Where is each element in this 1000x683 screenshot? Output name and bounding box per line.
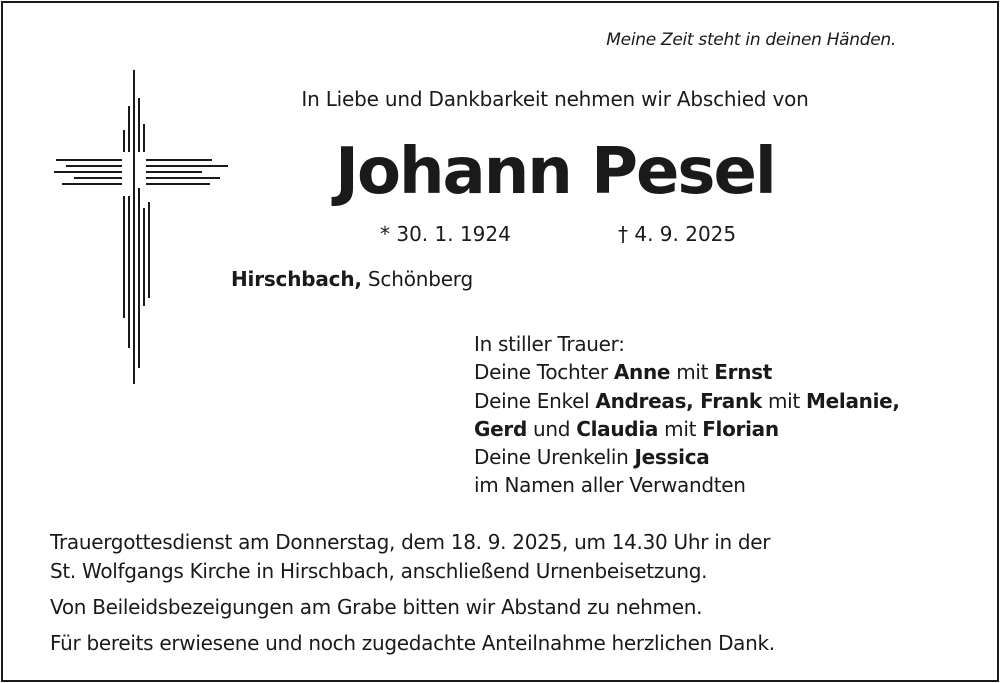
closing-block xyxy=(50,528,775,658)
mourners-line: Gerd und Claudia mit Florian xyxy=(474,416,779,441)
deceased-name: Johann Pesel xyxy=(335,135,775,209)
mourner-name: Melanie, xyxy=(806,388,900,413)
place-primary: Hirschbach, xyxy=(231,267,362,291)
mourners-line: im Namen aller Verwandten xyxy=(474,473,746,498)
place-secondary: Schönberg xyxy=(361,267,473,291)
mourners-heading: In stiller Trauer: xyxy=(474,332,625,356)
places xyxy=(231,267,473,291)
thanks-note: Für bereits erwiesene und noch zugedachte Anteilnahme herzlichen Dank. xyxy=(50,631,775,655)
cross-icon xyxy=(52,68,232,388)
mourner-name: Ernst xyxy=(714,360,773,385)
mourner-name: Florian xyxy=(702,416,779,441)
condolences-note: Von Beileidsbezeigungen am Grabe bitten wir Abstand zu nehmen. xyxy=(50,595,703,619)
service-info-line: St. Wolfgangs Kirche in Hirschbach, anschließend Urnenbeisetzung. xyxy=(50,559,708,583)
mourners-line: Deine Enkel Andreas, Frank mit Melanie, xyxy=(474,388,900,413)
mourners-line: Deine Urenkelin Jessica xyxy=(474,445,710,470)
intro-text: In Liebe und Dankbarkeit nehmen wir Abschied von xyxy=(301,87,809,111)
mourner-name: Claudia xyxy=(576,416,659,441)
motto: Meine Zeit steht in deinen Händen. xyxy=(606,30,896,50)
death-date: † 4. 9. 2025 xyxy=(618,222,737,246)
mourner-name: Anne xyxy=(613,360,671,385)
mourner-name: Andreas, Frank xyxy=(595,388,762,413)
mourners-block xyxy=(474,330,900,500)
birth-date: * 30. 1. 1924 xyxy=(380,222,511,246)
mourner-name: Gerd xyxy=(474,416,527,441)
service-info-line: Trauergottesdienst am Donnerstag, dem 18. 9. 2025, um 14.30 Uhr in der xyxy=(50,530,771,554)
mourner-name: Jessica xyxy=(634,445,710,470)
mourners-line: Deine Tochter Anne mit Ernst xyxy=(474,360,773,385)
